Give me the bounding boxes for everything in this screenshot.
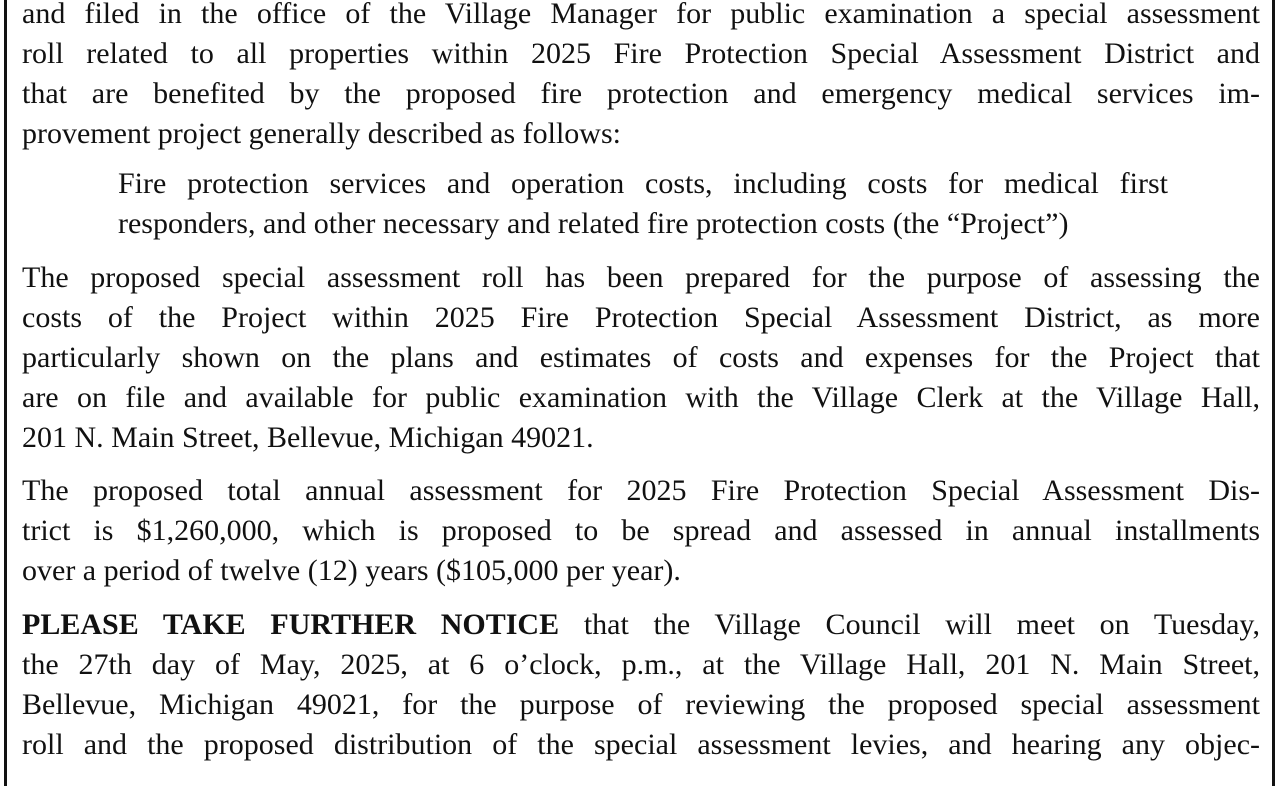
text-line: roll related to all properties within 2025 Fire Protection Special Assessment District and <box>22 37 1260 70</box>
text-line: costs of the Project within 2025 Fire Protection Special Assessment District, as more <box>22 301 1260 334</box>
assessment-roll-paragraph <box>22 258 1260 458</box>
further-notice-paragraph <box>22 605 1260 765</box>
text-line: roll and the proposed distribution of the special assessment levies, and hearing any objec- <box>22 728 1260 761</box>
text-line: Bellevue, Michigan 49021, for the purpose of reviewing the proposed special assessment <box>22 688 1260 721</box>
intro-paragraph <box>22 0 1260 154</box>
text-line: trict is $1,260,000, which is proposed to be spread and assessed in annual installments <box>22 514 1260 547</box>
text-line <box>22 605 1260 645</box>
text-line: are on file and available for public examination with the Village Clerk at the Village Hall, <box>22 381 1260 414</box>
public-notice-text <box>22 0 1260 765</box>
notice-lead: PLEASE TAKE FURTHER NOTICE <box>22 608 560 641</box>
text-line: responders, and other necessary and related fire protection costs (the “Project”) <box>118 207 1069 240</box>
text-line: The proposed total annual assessment for 2025 Fire Protection Special Assessment Dis- <box>22 474 1260 507</box>
text-line: Fire protection services and operation costs, including costs for medical first <box>118 167 1168 200</box>
text-line: over a period of twelve (12) years ($105,000 per year). <box>22 554 681 587</box>
text-line: and filed in the office of the Village Manager for public examination a special assessment <box>22 0 1260 30</box>
text-line: The proposed special assessment roll has been prepared for the purpose of assessing the <box>22 261 1260 294</box>
text-line: that are benefited by the proposed fire protection and emergency medical services im- <box>22 77 1260 110</box>
text-line: provement project generally described as follows: <box>22 117 621 150</box>
text-line: 201 N. Main Street, Bellevue, Michigan 49021. <box>22 421 594 454</box>
text-line: the 27th day of May, 2025, at 6 o’clock, p.m., at the Village Hall, 201 N. Main Street, <box>22 648 1260 681</box>
annual-assessment-paragraph <box>22 471 1260 591</box>
notice-first-line-rest: that the Village Council will meet on Tuesday, <box>559 608 1260 641</box>
project-description <box>118 164 1168 244</box>
text-line: particularly shown on the plans and estimates of costs and expenses for the Project that <box>22 341 1260 374</box>
